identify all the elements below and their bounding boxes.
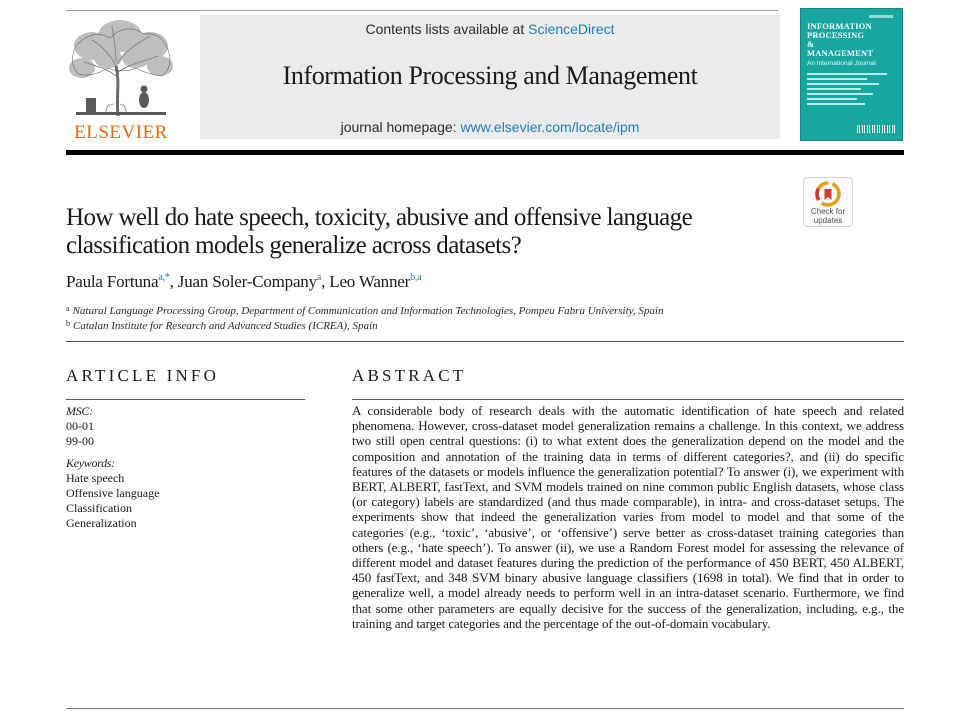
elsevier-tree-icon: [66, 16, 176, 120]
article-info-divider: [66, 399, 305, 400]
abstract-divider: [352, 399, 904, 400]
affiliation-mark: b: [66, 319, 70, 328]
header-divider: [66, 150, 904, 155]
author-list: [66, 272, 766, 292]
keyword[interactable]: Generalization: [66, 516, 137, 530]
journal-homepage-link[interactable]: www.elsevier.com/locate/ipm: [460, 119, 640, 135]
affiliation-a: [66, 304, 826, 317]
contents-line: [200, 21, 780, 37]
affiliation-divider: [66, 341, 904, 342]
author-affiliation-mark[interactable]: a,*: [158, 272, 170, 283]
author-affiliation-mark[interactable]: b,a: [410, 272, 422, 283]
author-name[interactable]: Paula Fortuna: [66, 272, 159, 291]
check-updates-line2: updates: [813, 216, 843, 225]
bottom-divider: [66, 708, 904, 709]
article-info-heading: ARTICLE INFO: [66, 366, 220, 385]
top-rule: [66, 10, 778, 11]
author-affiliation-mark[interactable]: a: [316, 272, 322, 283]
cover-subtitle: An International Journal: [807, 60, 876, 67]
cover-text-lines: [807, 73, 896, 105]
sciencedirect-link[interactable]: ScienceDirect: [528, 21, 615, 37]
check-updates-icon: [815, 181, 841, 207]
keywords-label: Keywords:: [66, 456, 115, 470]
affiliation-mark: a: [66, 304, 70, 313]
affiliation-text: Catalan Institute for Research and Advanced Studies (ICREA), Spain: [73, 320, 378, 332]
homepage-line: [200, 119, 780, 135]
author-name[interactable]: Juan Soler-Company: [177, 272, 317, 291]
author-separator: ,: [321, 272, 326, 291]
journal-cover[interactable]: [800, 8, 903, 141]
article-info-column: [66, 404, 306, 531]
abstract-heading: ABSTRACT: [352, 366, 467, 385]
author-name[interactable]: Leo Wanner: [329, 272, 411, 291]
keyword[interactable]: Hate speech: [66, 471, 125, 485]
keyword[interactable]: Offensive language: [66, 486, 160, 500]
elsevier-logo[interactable]: [66, 16, 176, 142]
keyword[interactable]: Classification: [66, 501, 132, 515]
cover-barcode: [857, 125, 897, 133]
homepage-prefix: journal homepage:: [340, 119, 461, 135]
spacer: [66, 449, 306, 456]
affiliation-b: [66, 319, 826, 332]
paper-title: How well do hate speech, toxicity, abusive and offensive language classification models generalize across datasets?: [66, 204, 693, 259]
contents-prefix: Contents lists available at: [365, 21, 529, 37]
author-separator: ,: [169, 272, 174, 291]
journal-masthead: [200, 15, 780, 139]
abstract-body: A considerable body of research deals with the automatic identification of hate speech and related phenomena. However, cross-dataset model generalization remains a challenge. In this context, we address two still open central questions: (i) to what extent does the generalization depend on the model and the composition and annotation of the training data in terms of different categories?, and (ii) do specific features of the datasets or models influence the generalization potential? To answer (i), we experiment with BERT, ALBERT, fastText, and SVM models trained on nine common public English datasets, whose class (or category) labels are standardized (and thus made comparable), in intra- and cross-dataset setups. The experiments show that indeed the generalization varies from model to model and that some of the categories (e.g., ‘toxic’, ‘abusive’, or ‘offensive’) serve better as cross-dataset training categories than others (e.g., ‘hate speech’). To answer (ii), we use a Random Forest model for assessing the relevance of different model and dataset features during the prediction of the performance of 450 BERT, 450 ALBERT, 450 fastText, and 348 SVM binary abusive language classifiers (1698 in total). We find that in order to generalize well, a model already needs to perform well in an intra-dataset scenario. Furthermore, we find that some other parameters are equally decisive for the success of the generalization, including, e.g., the training and target categories and the percentage of the out-of-domain vocabulary.: [352, 403, 904, 631]
journal-title: Information Processing and Management: [282, 61, 698, 90]
msc-code: 99-00: [66, 434, 94, 448]
check-updates-line1: Check for: [810, 207, 846, 216]
cover-title: INFORMATION PROCESSING & MANAGEMENT: [807, 21, 874, 58]
cover-top-strip: [869, 15, 893, 18]
msc-label: MSC:: [66, 404, 93, 418]
affiliation-text: Natural Language Processing Group, Department of Communication and Information Technologies, Pompeu Fabra University, Spain: [72, 305, 664, 317]
check-for-updates-button[interactable]: [803, 177, 853, 227]
msc-code: 00-01: [66, 419, 94, 433]
elsevier-wordmark: ELSEVIER: [74, 122, 168, 143]
